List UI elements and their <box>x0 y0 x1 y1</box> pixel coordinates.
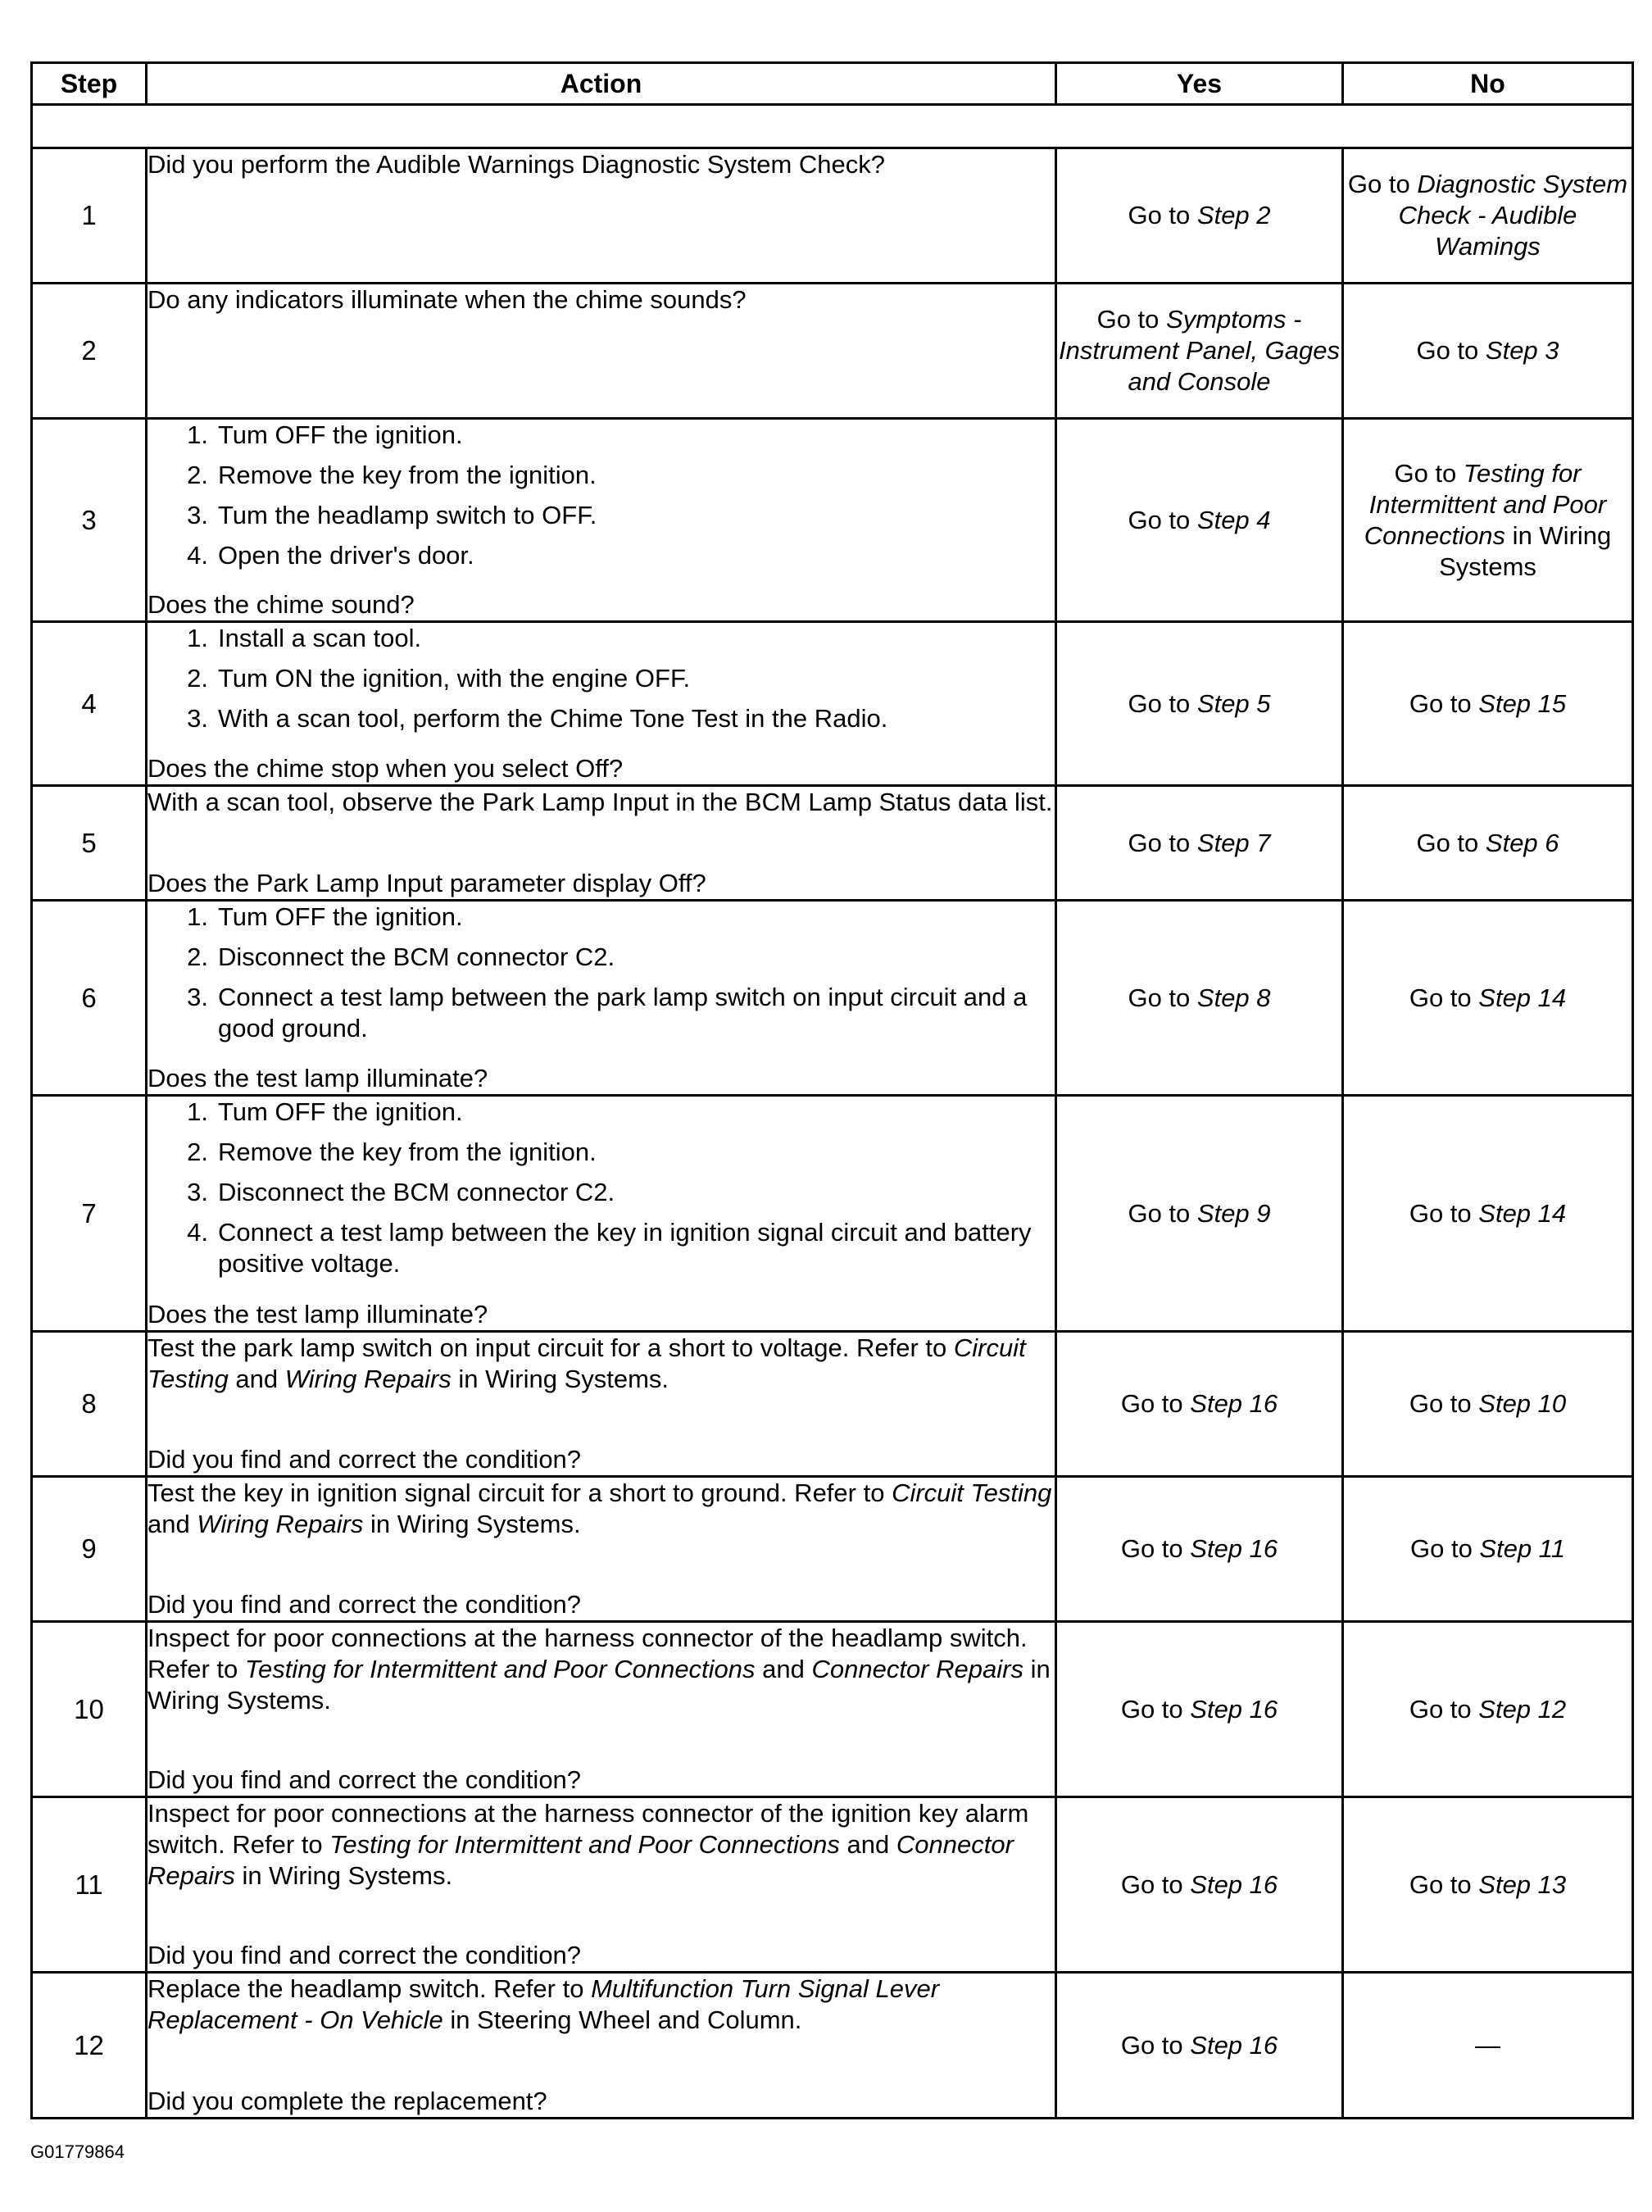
action-content <box>148 1097 1055 1330</box>
action-step-text: Connect a test lamp between the key in ignition signal circuit and battery positive voltage. <box>218 1218 1032 1278</box>
table-body <box>32 105 1633 2119</box>
action-step <box>148 1137 1055 1168</box>
action-step <box>148 420 1055 451</box>
no-cell: Go to Step 14 <box>1343 1096 1633 1332</box>
action-body <box>148 1974 1055 2036</box>
action-question: Does the chime sound? <box>148 590 415 619</box>
italic-ref: Step 6 <box>1485 828 1559 857</box>
italic-ref: Circuit Testing <box>892 1478 1052 1507</box>
action-step-text: Disconnect the BCM connector C2. <box>218 1178 615 1206</box>
action-body <box>148 787 1055 818</box>
italic-ref: Wiring Repairs <box>284 1365 452 1393</box>
action-cell <box>147 419 1056 622</box>
action-step-text: Install a scan tool. <box>218 624 422 652</box>
italic-ref: Step 14 <box>1478 983 1567 1012</box>
action-question: Did you find and correct the condition? <box>148 1941 582 1969</box>
action-question: Does the chime stop when you select Off? <box>148 754 624 783</box>
table-row <box>32 901 1633 1096</box>
action-body <box>148 1333 1055 1395</box>
action-question: Does the test lamp illuminate? <box>148 1300 488 1329</box>
no-cell: Go to Testing for Intermittent and Poor Connections in Wiring Systems <box>1343 419 1633 622</box>
italic-ref: Step 8 <box>1196 983 1271 1012</box>
header-action: Action <box>147 63 1056 105</box>
table-row <box>32 1332 1633 1477</box>
action-step <box>148 902 1055 933</box>
step-number: 1 <box>32 148 147 284</box>
yes-cell: Go to Step 2 <box>1056 148 1343 284</box>
action-step-number: 2. <box>187 664 208 693</box>
action-step-number: 3. <box>187 501 208 529</box>
yes-cell: Go to Step 7 <box>1056 786 1343 901</box>
action-content <box>148 149 1055 282</box>
action-step-number: 3. <box>187 1178 208 1206</box>
spacer-row <box>32 105 1633 148</box>
table-row <box>32 1797 1633 1973</box>
table-row <box>32 622 1633 786</box>
yes-cell: Go to Step 16 <box>1056 1332 1343 1477</box>
action-step-text: Remove the key from the ignition. <box>218 1138 597 1166</box>
action-step <box>148 540 1055 571</box>
action-step-text: Open the driver's door. <box>218 541 474 570</box>
table-row <box>32 1096 1633 1332</box>
step-number: 10 <box>32 1622 147 1797</box>
action-step-number: 3. <box>187 983 208 1011</box>
italic-ref: Wiring Repairs <box>197 1510 364 1538</box>
action-content <box>148 1798 1055 1971</box>
yes-cell: Go to Step 9 <box>1056 1096 1343 1332</box>
table-row <box>32 1477 1633 1622</box>
action-step-text: Tum OFF the ignition. <box>218 420 463 449</box>
step-number: 3 <box>32 419 147 622</box>
action-content <box>148 623 1055 784</box>
action-steps-list <box>148 902 1055 1044</box>
action-question: Did you find and correct the condition? <box>148 1590 582 1619</box>
action-body <box>148 149 1055 180</box>
action-cell <box>147 901 1056 1096</box>
italic-ref: Step 10 <box>1478 1389 1567 1418</box>
action-step-text: Tum ON the ignition, with the engine OFF. <box>218 664 691 693</box>
action-step-text: Connect a test lamp between the park lamp switch on input circuit and a good ground. <box>218 983 1028 1042</box>
action-step <box>148 500 1055 531</box>
action-step-number: 3. <box>187 704 208 733</box>
action-step <box>148 982 1055 1044</box>
yes-cell: Go to Symptoms - Instrument Panel, Gages and Console <box>1056 284 1343 419</box>
step-number: 11 <box>32 1797 147 1973</box>
header-row <box>32 63 1633 105</box>
action-step-number: 2. <box>187 942 208 971</box>
action-body <box>148 1798 1055 1892</box>
action-step-number: 2. <box>187 461 208 489</box>
action-question: Did you find and correct the condition? <box>148 1445 582 1474</box>
action-cell <box>147 622 1056 786</box>
header-no: No <box>1343 63 1633 105</box>
no-cell: Go to Step 10 <box>1343 1332 1633 1477</box>
table-row <box>32 1973 1633 2119</box>
italic-ref: Step 16 <box>1190 1389 1278 1418</box>
italic-ref: Step 16 <box>1190 2030 1278 2060</box>
action-step-number: 1. <box>187 624 208 652</box>
no-cell: Go to Step 15 <box>1343 622 1633 786</box>
action-step <box>148 460 1055 491</box>
italic-ref: Connector Repairs <box>811 1655 1023 1683</box>
italic-ref: Testing for Intermittent and Poor Connections <box>329 1830 840 1859</box>
italic-ref: Step 7 <box>1196 828 1271 857</box>
action-text: Test the park lamp switch on input circuit for a short to voltage. Refer to Circuit Testing and Wiring Repairs in Wiring Systems. <box>148 1333 1026 1393</box>
action-steps-list <box>148 1097 1055 1279</box>
italic-ref: Step 11 <box>1479 1534 1565 1563</box>
action-text: With a scan tool, observe the Park Lamp Input in the BCM Lamp Status data list. <box>148 788 1053 816</box>
italic-ref: Diagnostic System Check - Audible Wamings <box>1398 170 1628 261</box>
step-number: 4 <box>32 622 147 786</box>
action-content <box>148 902 1055 1094</box>
action-steps-list <box>148 420 1055 571</box>
step-number: 7 <box>32 1096 147 1332</box>
italic-ref: Step 13 <box>1478 1869 1567 1899</box>
step-number: 9 <box>32 1477 147 1622</box>
action-step <box>148 942 1055 973</box>
yes-cell: Go to Step 16 <box>1056 1477 1343 1622</box>
step-number: 2 <box>32 284 147 419</box>
italic-ref: Testing for Intermittent and Poor Connections <box>244 1655 756 1683</box>
action-cell <box>147 1973 1056 2119</box>
action-step-text: Remove the key from the ignition. <box>218 461 597 489</box>
action-text: Do any indicators illuminate when the chime sounds? <box>148 285 747 314</box>
action-cell <box>147 148 1056 284</box>
action-step <box>148 1097 1055 1128</box>
italic-ref: Step 5 <box>1196 688 1271 718</box>
italic-ref: Circuit Testing <box>148 1333 1026 1393</box>
action-content <box>148 1478 1055 1620</box>
action-step-text: Tum OFF the ignition. <box>218 1097 463 1126</box>
italic-ref: Step 3 <box>1485 336 1559 365</box>
italic-ref: Connector Repairs <box>148 1830 1014 1890</box>
action-content <box>148 1974 1055 2117</box>
action-body <box>148 623 1055 743</box>
yes-cell: Go to Step 5 <box>1056 622 1343 786</box>
no-cell: Go to Step 13 <box>1343 1797 1633 1973</box>
action-text: Inspect for poor connections at the harness connector of the ignition key alarm switch. Refer to Testing for Intermittent and Poor Connections and Connector Repairs in Wiring Systems. <box>148 1799 1029 1890</box>
yes-cell: Go to Step 16 <box>1056 1973 1343 2119</box>
no-cell: Go to Step 6 <box>1343 786 1633 901</box>
italic-ref: Step 14 <box>1478 1198 1567 1228</box>
italic-ref: Step 12 <box>1478 1694 1567 1724</box>
action-cell <box>147 1332 1056 1477</box>
action-step <box>148 703 1055 734</box>
yes-cell: Go to Step 16 <box>1056 1622 1343 1797</box>
diagnostic-table <box>30 61 1634 2119</box>
action-question: Did you complete the replacement? <box>148 2087 547 2115</box>
action-cell <box>147 284 1056 419</box>
italic-ref: Step 4 <box>1196 505 1271 534</box>
action-body <box>148 902 1055 1053</box>
italic-ref: Symptoms - Instrument Panel, Gages and Console <box>1059 305 1340 396</box>
yes-cell: Go to Step 8 <box>1056 901 1343 1096</box>
action-text: Replace the headlamp switch. Refer to Multifunction Turn Signal Lever Replacement - On Vehicle in Steering Wheel and Column. <box>148 1974 940 2034</box>
action-cell <box>147 1096 1056 1332</box>
no-cell: — <box>1343 1973 1633 2119</box>
action-step <box>148 663 1055 694</box>
table-row <box>32 419 1633 622</box>
step-number: 12 <box>32 1973 147 2119</box>
italic-ref: Step 16 <box>1190 1869 1278 1899</box>
action-cell <box>147 786 1056 901</box>
no-cell: Go to Step 3 <box>1343 284 1633 419</box>
action-content <box>148 1623 1055 1796</box>
action-step-text: Tum OFF the ignition. <box>218 902 463 931</box>
figure-code: G01779864 <box>30 2142 125 2162</box>
italic-ref: Testing for Intermittent and Poor Connections <box>1364 458 1607 550</box>
action-body <box>148 1623 1055 1716</box>
action-step <box>148 623 1055 654</box>
action-step <box>148 1177 1055 1208</box>
no-cell: Go to Step 12 <box>1343 1622 1633 1797</box>
action-step-number: 4. <box>187 541 208 570</box>
action-question: Does the test lamp illuminate? <box>148 1064 488 1092</box>
action-question: Does the Park Lamp Input parameter display Off? <box>148 869 706 897</box>
italic-ref: Step 9 <box>1196 1198 1271 1228</box>
action-content <box>148 787 1055 899</box>
action-step-number: 4. <box>187 1218 208 1247</box>
action-body <box>148 284 1055 316</box>
action-content <box>148 420 1055 620</box>
step-number: 5 <box>32 786 147 901</box>
step-number: 6 <box>32 901 147 1096</box>
yes-cell: Go to Step 4 <box>1056 419 1343 622</box>
action-question: Did you find and correct the condition? <box>148 1765 582 1794</box>
action-step-text: Tum the headlamp switch to OFF. <box>218 501 597 529</box>
action-content <box>148 284 1055 417</box>
action-step-number: 1. <box>187 1097 208 1126</box>
italic-ref: Step 2 <box>1196 201 1271 229</box>
table-row <box>32 1622 1633 1797</box>
italic-ref: Multifunction Turn Signal Lever Replacement - On Vehicle <box>148 1974 940 2034</box>
no-cell: Go to Step 14 <box>1343 901 1633 1096</box>
yes-cell: Go to Step 16 <box>1056 1797 1343 1973</box>
italic-ref: Step 16 <box>1190 1534 1278 1563</box>
action-body <box>148 1478 1055 1540</box>
action-text: Inspect for poor connections at the harness connector of the headlamp switch. Refer to Testing for Intermittent and Poor Connections and Connector Repairs in Wiring Systems. <box>148 1624 1051 1715</box>
action-cell <box>147 1477 1056 1622</box>
action-cell <box>147 1797 1056 1973</box>
action-step <box>148 1217 1055 1279</box>
action-text: Did you perform the Audible Warnings Diagnostic System Check? <box>148 150 885 179</box>
action-body <box>148 1097 1055 1288</box>
action-step-number: 1. <box>187 420 208 449</box>
header-step: Step <box>32 63 147 105</box>
action-step-text: Disconnect the BCM connector C2. <box>218 942 615 971</box>
no-cell: Go to Step 11 <box>1343 1477 1633 1622</box>
header-yes: Yes <box>1056 63 1343 105</box>
action-step-text: With a scan tool, perform the Chime Tone Test in the Radio. <box>218 704 888 733</box>
italic-ref: Step 16 <box>1190 1694 1278 1724</box>
table-row <box>32 786 1633 901</box>
action-step-number: 1. <box>187 902 208 931</box>
italic-ref: Step 15 <box>1478 688 1567 718</box>
action-cell <box>147 1622 1056 1797</box>
no-cell: Go to Diagnostic System Check - Audible Wamings <box>1343 148 1633 284</box>
table-row <box>32 284 1633 419</box>
action-content <box>148 1333 1055 1475</box>
step-number: 8 <box>32 1332 147 1477</box>
action-body <box>148 420 1055 580</box>
table-row <box>32 148 1633 284</box>
action-text: Test the key in ignition signal circuit for a short to ground. Refer to Circuit Testing and Wiring Repairs in Wiring Systems. <box>148 1478 1052 1538</box>
action-steps-list <box>148 623 1055 734</box>
action-step-number: 2. <box>187 1138 208 1166</box>
